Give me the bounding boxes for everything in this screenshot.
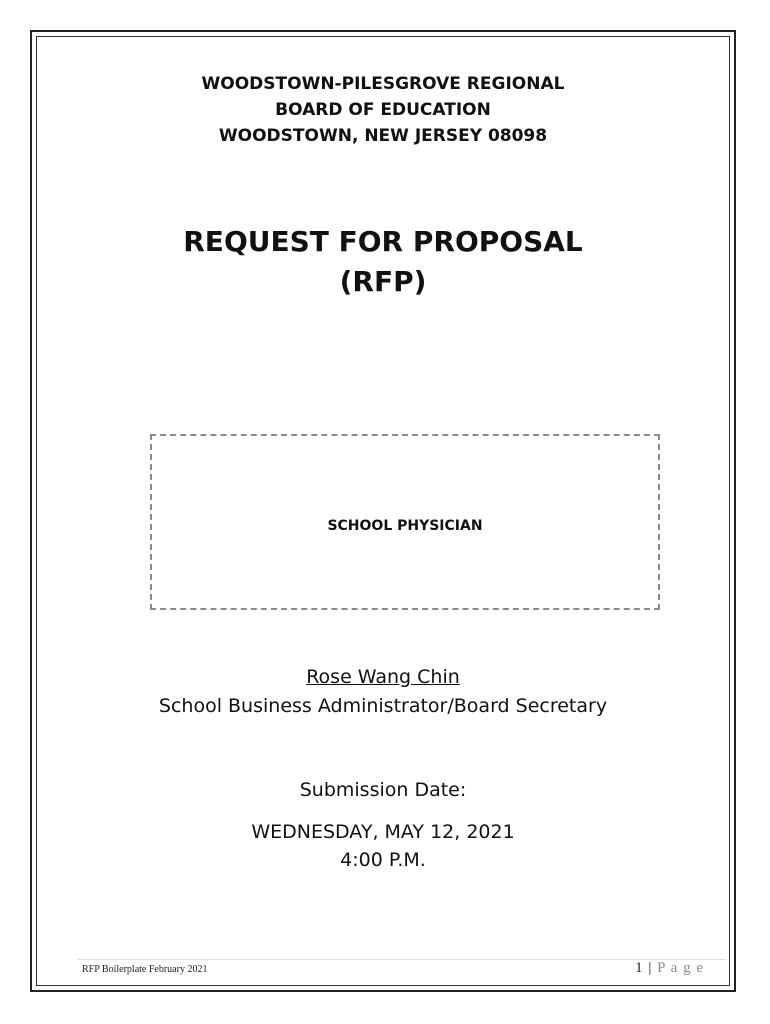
page-word: P a g e: [657, 960, 704, 976]
page-separator: |: [648, 960, 653, 976]
page-number: 1: [635, 960, 644, 976]
org-name-line: WOODSTOWN-PILESGROVE REGIONAL: [201, 74, 565, 94]
subject-label: SCHOOL PHYSICIAN: [327, 518, 483, 534]
org-address-line: WOODSTOWN, NEW JERSEY 08098: [218, 126, 548, 146]
submission-date: WEDNESDAY, MAY 12, 2021: [251, 821, 515, 843]
org-board-line: BOARD OF EDUCATION: [275, 100, 491, 120]
page-indicator: [635, 960, 704, 977]
title-main: REQUEST FOR PROPOSAL: [183, 225, 583, 258]
footer-note: RFP Boilerplate February 2021: [82, 964, 208, 975]
footer-divider: [78, 959, 726, 960]
submission-label: Submission Date:: [299, 779, 467, 801]
document-title: [36, 222, 730, 302]
organization-header: [36, 71, 730, 149]
submission-time: 4:00 P.M.: [340, 849, 426, 871]
title-abbr: (RFP): [339, 265, 427, 298]
contact-role: School Business Administrator/Board Secretary: [158, 695, 608, 717]
contact-name-text: Rose Wang Chin: [306, 666, 460, 688]
contact-name: [36, 663, 730, 691]
